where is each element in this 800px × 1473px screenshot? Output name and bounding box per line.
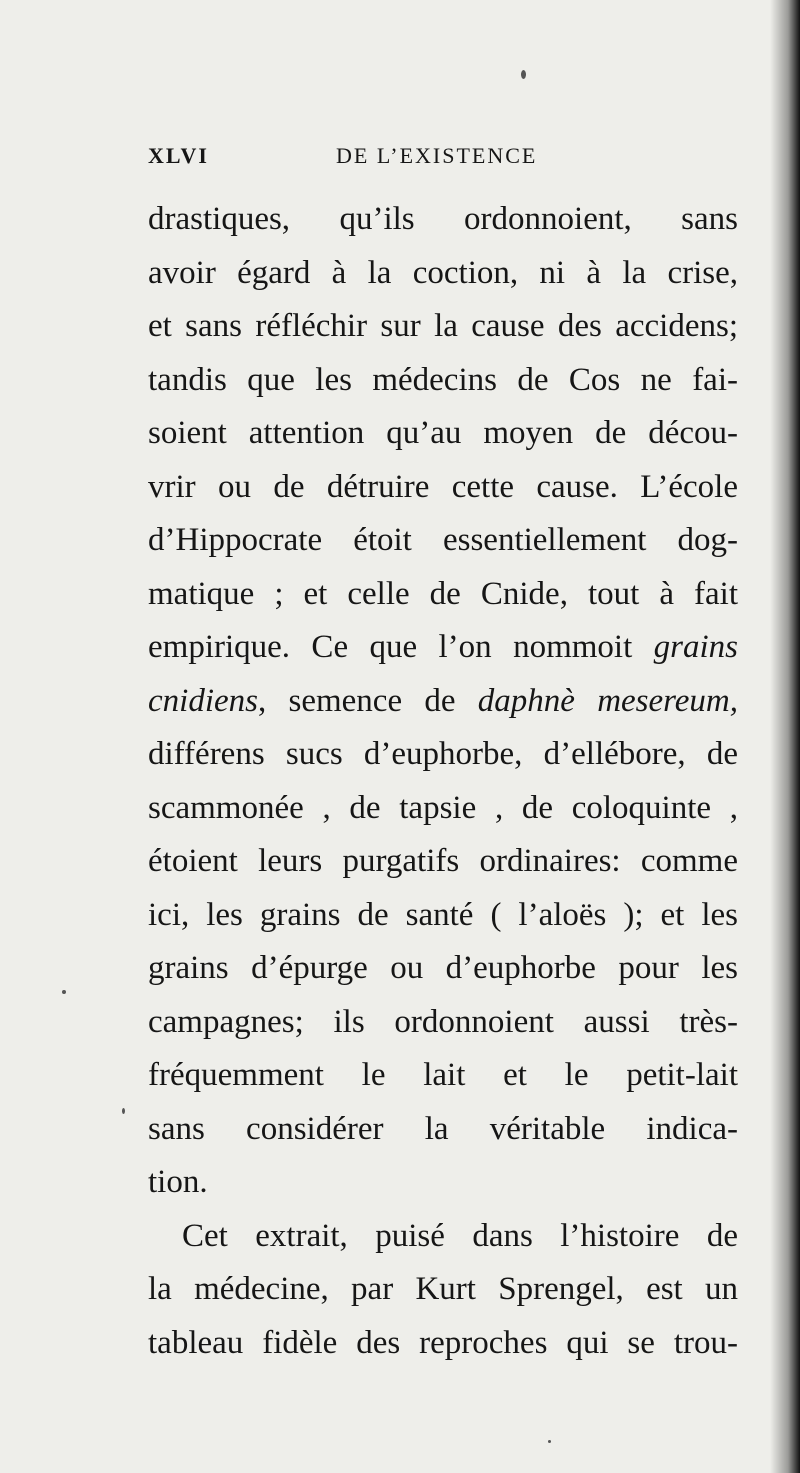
text-line: campagnes; ils ordonnoient aussi très-	[148, 1003, 738, 1040]
text-line: d’Hippocrate étoit essentiellement dog-	[148, 522, 738, 558]
ink-speck	[62, 990, 66, 994]
text-line-with-italic	[148, 675, 738, 729]
text-line: grains d’épurge ou d’euphorbe pour les	[148, 950, 738, 986]
italic-term: cnidiens	[148, 682, 258, 719]
text-line: vrir ou de détruire cette cause. L’école	[148, 468, 738, 505]
text-line: scammonée , de tapsie , de coloquinte ,	[148, 789, 738, 826]
body-text	[148, 193, 738, 1370]
page-header	[148, 143, 588, 183]
text-line: différens sucs d’euphorbe, d’ellébore, de	[148, 736, 738, 772]
text-line: fréquemment le lait et le petit-lait	[148, 1057, 738, 1093]
text-line: drastiques, qu’ils ordonnoient, sans	[148, 201, 738, 237]
paragraph-first-line: Cet extrait, puisé dans l’histoire de	[182, 1217, 738, 1254]
italic-term: daphnè mesereum,	[477, 682, 739, 719]
ink-speck	[521, 70, 526, 79]
text-line: tableau fidèle des reproches qui se trou-	[148, 1324, 738, 1361]
text-line-last: tion.	[148, 1164, 208, 1200]
folio-number: XLVI	[148, 143, 209, 168]
text-line: sans considérer la véritable indica-	[148, 1110, 738, 1147]
text-segment: empirique. Ce que l’on nommoit	[148, 629, 633, 665]
ink-speck	[548, 1440, 551, 1443]
text-line: matique ; et celle de Cnide, tout à fait	[148, 575, 738, 612]
text-line: la médecine, par Kurt Sprengel, est un	[148, 1271, 738, 1307]
text-line: ici, les grains de santé ( l’aloës ); et les	[148, 896, 738, 933]
text-line: avoir égard à la coction, ni à la crise,	[148, 254, 738, 291]
text-line: soient attention qu’au moyen de décou-	[148, 415, 738, 451]
text-line: et sans réfléchir sur la cause des accidens;	[148, 308, 738, 344]
text-line: tandis que les médecins de Cos ne fai-	[148, 361, 738, 398]
italic-term: grains	[653, 629, 738, 665]
text-line-with-italic	[148, 621, 738, 675]
text-line: étoient leurs purgatifs ordinaires: comme	[148, 843, 738, 879]
running-title: DE L’EXISTENCE	[336, 143, 538, 168]
text-segment: , semence de	[257, 682, 456, 719]
ink-speck	[122, 1108, 125, 1114]
page-binding-shadow	[770, 0, 800, 1473]
